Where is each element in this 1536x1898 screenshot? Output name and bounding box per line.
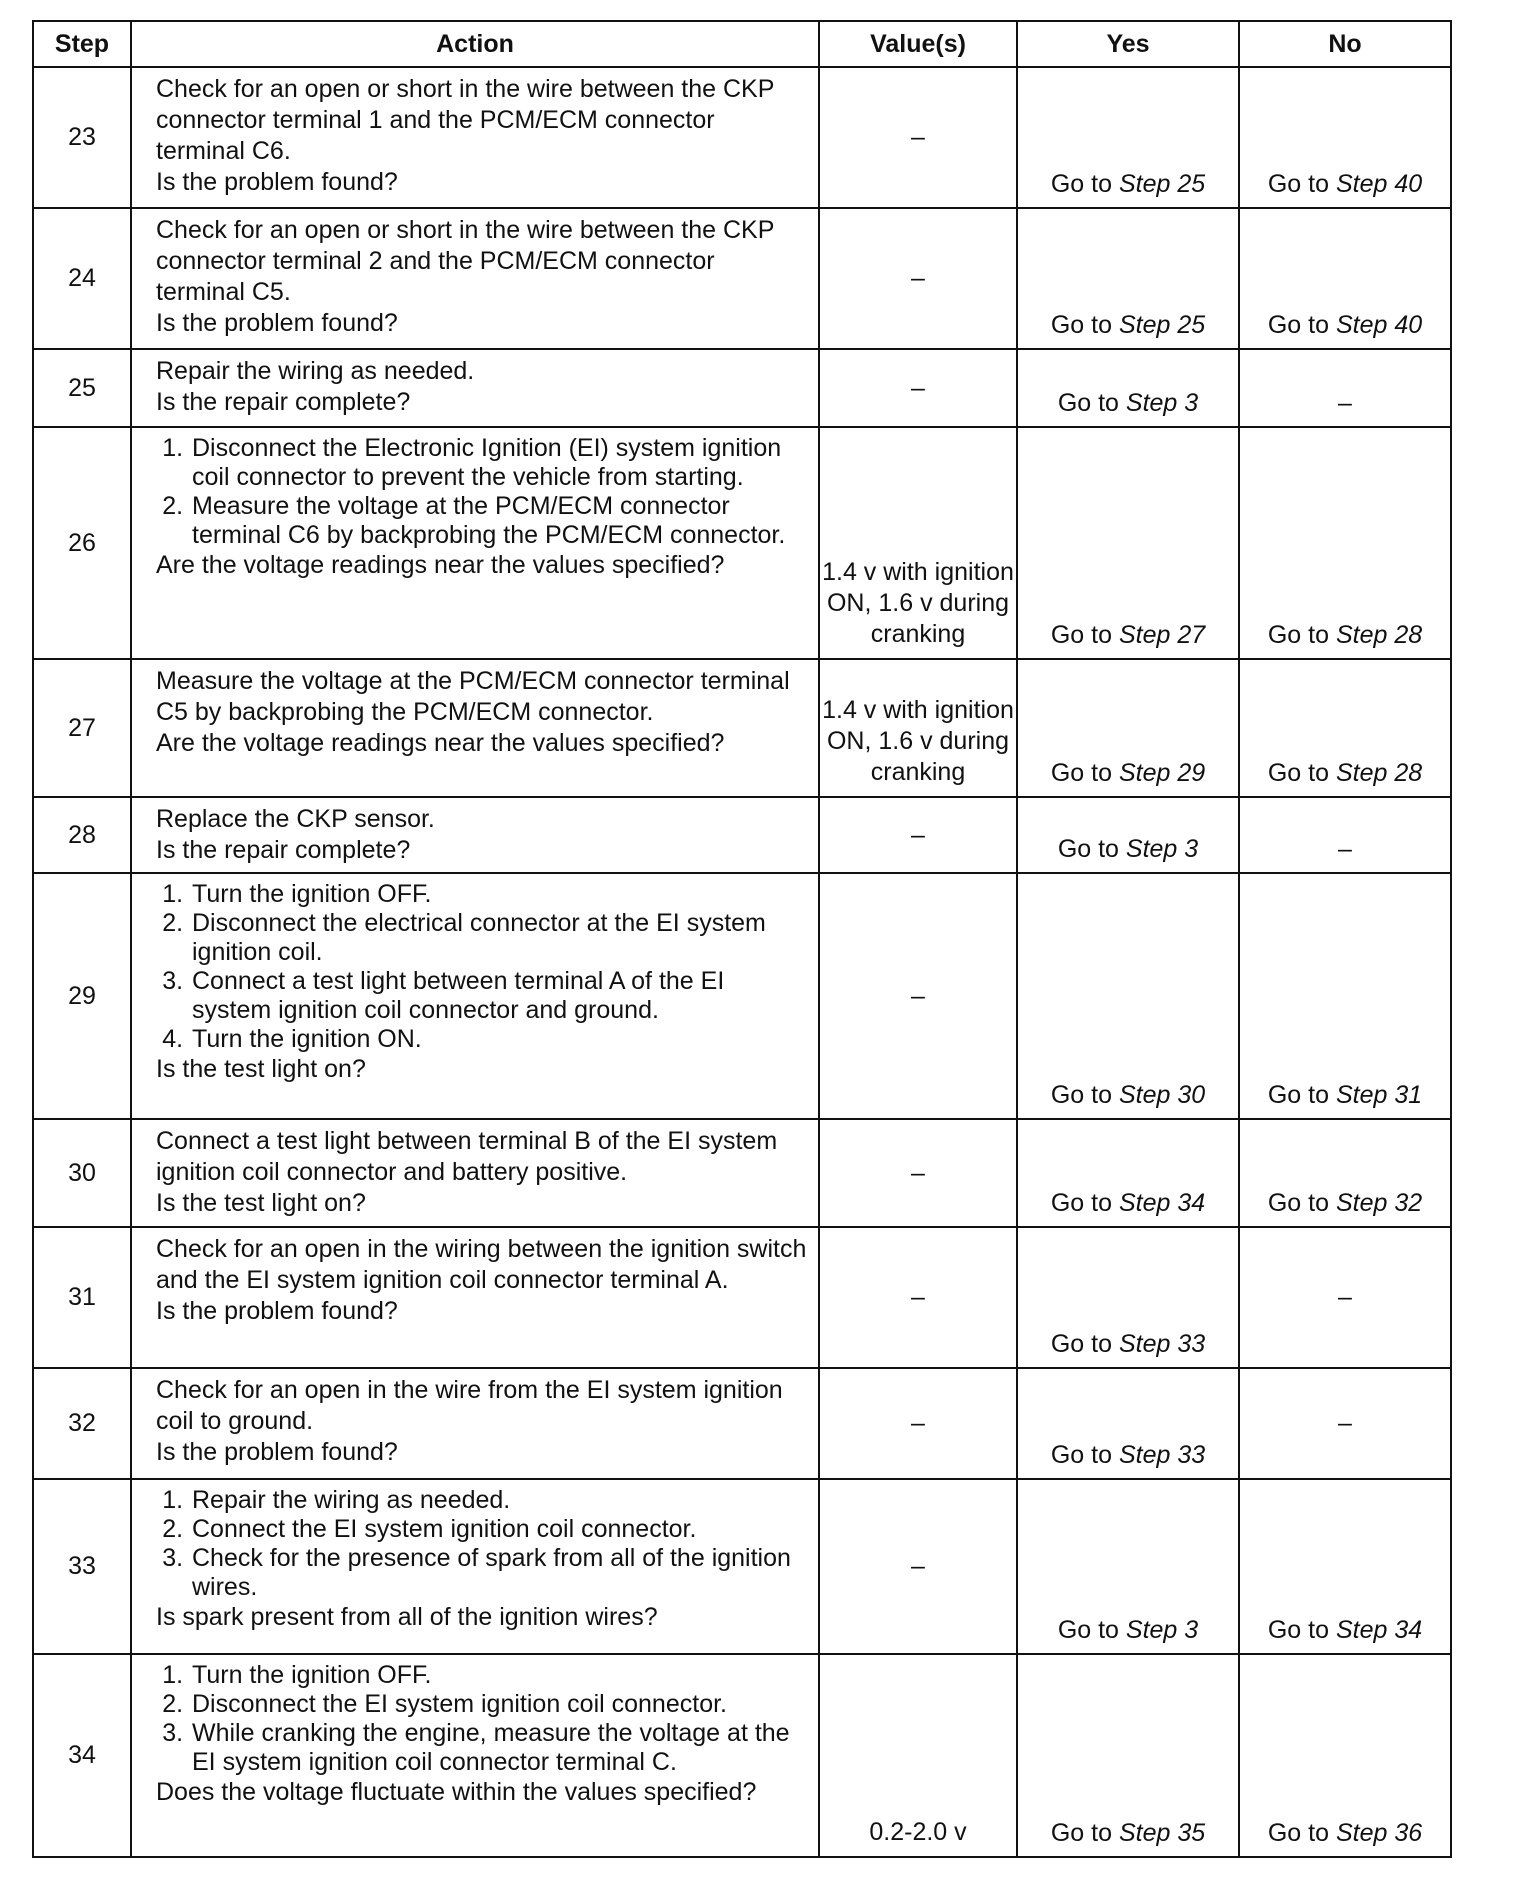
goto-prefix: Go to [1057, 389, 1126, 417]
action-question: Is the repair complete? [156, 388, 411, 416]
step-number: 32 [33, 1368, 131, 1479]
header-yes: Yes [1017, 21, 1239, 67]
table-row [33, 208, 1451, 349]
step-number: 26 [33, 427, 131, 659]
step-number: 33 [33, 1479, 131, 1654]
action-step-item: 1. Turn the ignition OFF. [190, 880, 808, 909]
yes-target-step: Step 3 [1125, 835, 1199, 863]
step-number: 28 [33, 797, 131, 873]
no-target-step: Step 36 [1335, 1819, 1423, 1847]
action-step-item: 2. Connect the EI system ignition coil connector. [190, 1515, 808, 1544]
diagnostic-table-page [32, 20, 1450, 1858]
yes-target-step: Step 29 [1118, 759, 1206, 787]
goto-prefix: Go to [1050, 621, 1119, 649]
yes-target-step: Step 34 [1118, 1189, 1206, 1217]
action-step-item: 3. Check for the presence of spark from all of the ignition wires. [190, 1544, 808, 1602]
goto-prefix: Go to [1267, 170, 1336, 198]
action-text: Measure the voltage at the PCM/ECM connector terminal C5 by backprobing the PCM/ECM connector. [156, 667, 790, 726]
goto-prefix: Go to [1057, 1616, 1126, 1644]
no-target-step: Step 31 [1335, 1081, 1423, 1109]
yes-target-step: Step 35 [1118, 1819, 1206, 1847]
action-question: Are the voltage readings near the values specified? [156, 729, 725, 757]
yes-cell [1017, 797, 1239, 873]
action-question: Is the problem found? [156, 168, 398, 196]
goto-prefix: Go to [1050, 311, 1119, 339]
no-cell: – [1239, 349, 1451, 427]
action-step-item: 2. Disconnect the electrical connector at the EI system ignition coil. [190, 909, 808, 967]
yes-target-step: Step 33 [1118, 1330, 1206, 1358]
header-step: Step [33, 21, 131, 67]
step-number: 24 [33, 208, 131, 349]
values-cell: – [819, 873, 1017, 1119]
goto-prefix: Go to [1267, 621, 1336, 649]
no-cell [1239, 67, 1451, 208]
step-number: 23 [33, 67, 131, 208]
yes-target-step: Step 25 [1118, 170, 1206, 198]
step-number: 34 [33, 1654, 131, 1857]
action-cell [131, 659, 819, 797]
action-text: Check for an open or short in the wire between the CKP connector terminal 1 and the PCM/ECM connector terminal C6. [156, 75, 774, 165]
values-cell: – [819, 797, 1017, 873]
yes-cell [1017, 1368, 1239, 1479]
action-cell [131, 1479, 819, 1654]
yes-target-step: Step 33 [1118, 1441, 1206, 1469]
no-target-step: Step 32 [1335, 1189, 1423, 1217]
table-row [33, 1368, 1451, 1479]
yes-cell [1017, 349, 1239, 427]
action-cell [131, 873, 819, 1119]
goto-prefix: Go to [1050, 1189, 1119, 1217]
no-cell [1239, 208, 1451, 349]
yes-target-step: Step 3 [1125, 389, 1199, 417]
yes-cell [1017, 1227, 1239, 1368]
action-step-item: 1. Turn the ignition OFF. [190, 1661, 808, 1690]
no-cell: – [1239, 1368, 1451, 1479]
yes-cell [1017, 1479, 1239, 1654]
action-cell [131, 1654, 819, 1857]
goto-prefix: Go to [1267, 1081, 1336, 1109]
action-text: Check for an open in the wire from the EI system ignition coil to ground. [156, 1376, 783, 1435]
values-cell: – [819, 208, 1017, 349]
no-cell: – [1239, 797, 1451, 873]
yes-target-step: Step 27 [1118, 621, 1206, 649]
action-cell [131, 1227, 819, 1368]
yes-target-step: Step 3 [1125, 1616, 1199, 1644]
action-cell [131, 1368, 819, 1479]
table-row [33, 427, 1451, 659]
action-cell [131, 349, 819, 427]
yes-cell [1017, 659, 1239, 797]
action-question: Does the voltage fluctuate within the values specified? [156, 1778, 757, 1806]
header-no: No [1239, 21, 1451, 67]
table-row [33, 349, 1451, 427]
no-cell [1239, 427, 1451, 659]
yes-target-step: Step 30 [1118, 1081, 1206, 1109]
table-row [33, 67, 1451, 208]
action-step-item: 4. Turn the ignition ON. [190, 1025, 808, 1054]
step-number: 31 [33, 1227, 131, 1368]
values-cell: – [819, 1227, 1017, 1368]
action-question: Are the voltage readings near the values specified? [156, 551, 725, 579]
table-row [33, 797, 1451, 873]
action-question: Is the problem found? [156, 1297, 398, 1325]
action-steps-list [156, 434, 808, 550]
action-question: Is the test light on? [156, 1189, 366, 1217]
table-row [33, 1119, 1451, 1227]
action-text: Check for an open or short in the wire between the CKP connector terminal 2 and the PCM/ECM connector terminal C5. [156, 216, 774, 306]
action-steps-list [156, 880, 808, 1054]
goto-prefix: Go to [1050, 1330, 1119, 1358]
action-cell [131, 427, 819, 659]
values-cell: 1.4 v with ignition ON, 1.6 v during cranking [819, 427, 1017, 659]
action-cell [131, 797, 819, 873]
goto-prefix: Go to [1050, 1441, 1119, 1469]
table-row [33, 659, 1451, 797]
table-row [33, 1479, 1451, 1654]
table-body [33, 67, 1451, 1857]
table-row [33, 1654, 1451, 1857]
goto-prefix: Go to [1050, 1081, 1119, 1109]
no-target-step: Step 40 [1335, 311, 1423, 339]
action-text: Replace the CKP sensor. [156, 805, 435, 833]
action-cell [131, 1119, 819, 1227]
no-target-step: Step 28 [1335, 621, 1423, 649]
goto-prefix: Go to [1267, 311, 1336, 339]
goto-prefix: Go to [1267, 759, 1336, 787]
no-target-step: Step 28 [1335, 759, 1423, 787]
step-number: 27 [33, 659, 131, 797]
action-cell [131, 208, 819, 349]
action-step-item: 2. Disconnect the EI system ignition coil connector. [190, 1690, 808, 1719]
yes-cell [1017, 427, 1239, 659]
action-text: Check for an open in the wiring between the ignition switch and the EI system ignition coil connector terminal A. [156, 1235, 807, 1294]
action-text: Repair the wiring as needed. [156, 357, 475, 385]
table-row [33, 1227, 1451, 1368]
no-cell: – [1239, 1227, 1451, 1368]
step-number: 30 [33, 1119, 131, 1227]
values-cell: – [819, 1119, 1017, 1227]
header-action: Action [131, 21, 819, 67]
yes-target-step: Step 25 [1118, 311, 1206, 339]
step-number: 25 [33, 349, 131, 427]
no-cell [1239, 873, 1451, 1119]
table-row [33, 873, 1451, 1119]
action-steps-list [156, 1661, 808, 1777]
diagnostic-table [32, 20, 1452, 1858]
action-steps-list [156, 1486, 808, 1602]
no-target-step: Step 34 [1335, 1616, 1423, 1644]
no-cell [1239, 659, 1451, 797]
no-cell [1239, 1479, 1451, 1654]
values-cell: – [819, 1479, 1017, 1654]
action-question: Is the repair complete? [156, 836, 411, 864]
action-question: Is spark present from all of the ignition wires? [156, 1603, 658, 1631]
goto-prefix: Go to [1050, 759, 1119, 787]
action-question: Is the test light on? [156, 1055, 366, 1083]
action-cell [131, 67, 819, 208]
header-values: Value(s) [819, 21, 1017, 67]
values-cell: 1.4 v with ignition ON, 1.6 v during cranking [819, 659, 1017, 797]
yes-cell [1017, 873, 1239, 1119]
values-cell: – [819, 1368, 1017, 1479]
action-question: Is the problem found? [156, 1438, 398, 1466]
goto-prefix: Go to [1267, 1819, 1336, 1847]
header-row [33, 21, 1451, 67]
no-cell [1239, 1119, 1451, 1227]
action-question: Is the problem found? [156, 309, 398, 337]
yes-cell [1017, 1654, 1239, 1857]
action-step-item: 3. While cranking the engine, measure the voltage at the EI system ignition coil connector terminal C. [190, 1719, 808, 1777]
action-step-item: 1. Disconnect the Electronic Ignition (EI) system ignition coil connector to prevent the vehicle from starting. [190, 434, 808, 492]
goto-prefix: Go to [1050, 1819, 1119, 1847]
goto-prefix: Go to [1057, 835, 1126, 863]
values-cell: 0.2-2.0 v [819, 1654, 1017, 1857]
goto-prefix: Go to [1267, 1189, 1336, 1217]
yes-cell [1017, 1119, 1239, 1227]
goto-prefix: Go to [1267, 1616, 1336, 1644]
values-cell: – [819, 349, 1017, 427]
yes-cell [1017, 67, 1239, 208]
action-step-item: 2. Measure the voltage at the PCM/ECM connector terminal C6 by backprobing the PCM/ECM connector. [190, 492, 808, 550]
action-step-item: 1. Repair the wiring as needed. [190, 1486, 808, 1515]
yes-cell [1017, 208, 1239, 349]
goto-prefix: Go to [1050, 170, 1119, 198]
values-cell: – [819, 67, 1017, 208]
action-step-item: 3. Connect a test light between terminal A of the EI system ignition coil connector and ground. [190, 967, 808, 1025]
action-text: Connect a test light between terminal B of the EI system ignition coil connector and battery positive. [156, 1127, 778, 1186]
no-cell [1239, 1654, 1451, 1857]
no-target-step: Step 40 [1335, 170, 1423, 198]
step-number: 29 [33, 873, 131, 1119]
